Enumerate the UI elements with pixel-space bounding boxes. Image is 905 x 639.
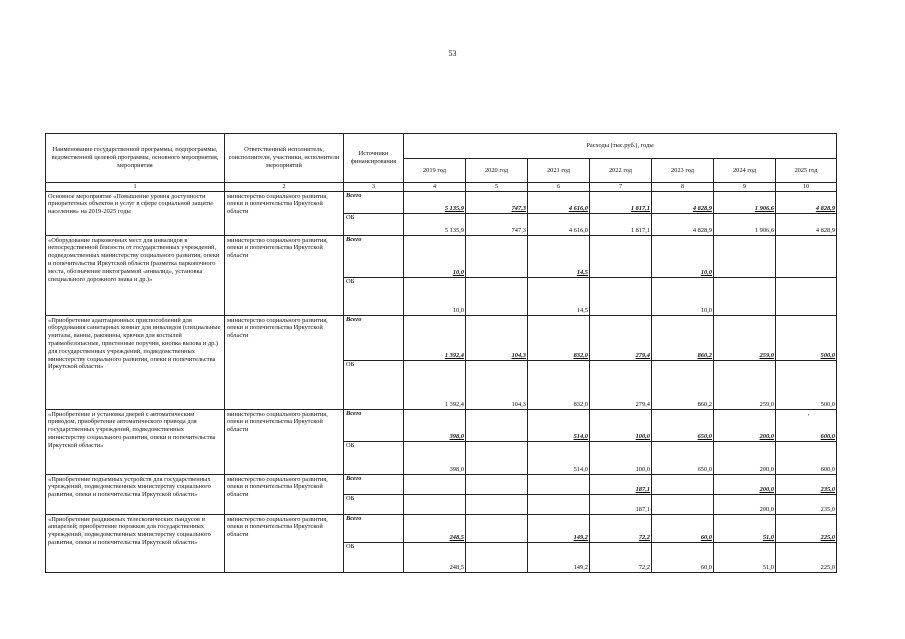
ob-value: 1 817,1 (590, 213, 652, 235)
total-value-cell (404, 191, 466, 213)
source-total-label: Всего (344, 235, 404, 277)
total-value-cell (714, 409, 776, 441)
total-value: 4 828,9 (815, 204, 836, 212)
ob-value: 104,3 (466, 360, 528, 409)
total-value: 10,0 (452, 268, 464, 276)
total-value: 200,0 (759, 432, 774, 440)
total-value-cell (528, 474, 590, 494)
total-value-cell (590, 409, 652, 441)
total-value: 51,0 (762, 533, 774, 541)
table-row (46, 191, 837, 213)
ob-value: 10,0 (404, 277, 466, 315)
ob-value: 4 828,9 (652, 213, 714, 235)
header-responsible-column: Ответственный исполнитель, соисполнители, участники, исполнители мероприятий (225, 134, 344, 183)
total-value: 200,0 (759, 485, 774, 493)
total-value-cell (466, 315, 528, 360)
total-value: 1 817,1 (630, 204, 650, 212)
ob-value: 514,0 (528, 441, 590, 474)
total-value-cell (404, 409, 466, 441)
total-value-cell (528, 315, 590, 360)
total-value-cell (404, 235, 466, 277)
column-number: 6 (528, 183, 590, 192)
ob-value (528, 494, 590, 514)
total-value: 225,0 (820, 533, 836, 541)
total-value: 235,0 (820, 485, 836, 493)
total-value: 259,0 (759, 351, 774, 359)
column-number: 9 (714, 183, 776, 192)
total-value: 600,0 (820, 432, 836, 440)
total-value-cell (466, 474, 528, 494)
ob-value: 1 392,4 (404, 360, 466, 409)
measure-name: Основное мероприятие «Повышение уровня доступности приоритетных объектов и услуг в сфере социальной защиты населения» на 2019-2025 годы (46, 191, 225, 235)
header-name-column: Наименование государственной программы, подпрограммы, ведомственной целевой программы, основного мероприятия, мероприятия (46, 134, 225, 183)
ob-value (590, 277, 652, 315)
source-total-label: Всего (344, 514, 404, 542)
ob-value: 4 616,0 (528, 213, 590, 235)
ob-value: 1 906,6 (714, 213, 776, 235)
total-value: 10,0 (700, 268, 712, 276)
header-year: 2024 год (714, 159, 776, 183)
header-source-column: Источники финансирования (344, 134, 404, 183)
source-total-label: Всего (344, 474, 404, 494)
total-value: 279,4 (635, 351, 650, 359)
responsible-executor: министерство социального развития, опеки и попечительства Иркутской области (225, 409, 344, 474)
table-row (46, 514, 837, 542)
table-row (46, 235, 837, 277)
total-value-cell (714, 474, 776, 494)
column-number: 3 (344, 183, 404, 192)
ob-value: 5 135,9 (404, 213, 466, 235)
total-value-cell (714, 315, 776, 360)
ob-value: 398,0 (404, 441, 466, 474)
total-value-cell (404, 474, 466, 494)
total-value: 1 392,4 (444, 351, 464, 359)
total-value-cell (404, 315, 466, 360)
total-value-cell (776, 235, 837, 277)
ob-value: 100,0 (590, 441, 652, 474)
ob-value (776, 277, 837, 315)
total-value: 60,0 (700, 533, 712, 541)
page-number: 53 (448, 49, 457, 58)
total-value: 248,5 (449, 533, 464, 541)
responsible-executor: министерство социального развития, опеки и попечительства Иркутской области (225, 514, 344, 572)
total-value-cell (652, 514, 714, 542)
ob-value: 600,0 (776, 441, 837, 474)
total-value-cell (466, 235, 528, 277)
column-number: 5 (466, 183, 528, 192)
total-value: 500,0 (820, 351, 836, 359)
ob-value: 60,0 (652, 542, 714, 572)
ob-value: 200,0 (714, 441, 776, 474)
ob-value: 259,0 (714, 360, 776, 409)
measure-name: «Оборудование парковочных мест для инвалидов в непосредственной близости от государственных учреждений, подведомственных министерству социального развития, опеки и попечительства Иркутской области (разметка парковочного места, обозначение пиктограммой «инвалид», установка специального дорожного знака и др.)» (46, 235, 225, 315)
total-value: 100,0 (635, 432, 650, 440)
stray-mark: ' (808, 413, 810, 421)
header-year: 2025 год (776, 159, 837, 183)
ob-value: 279,4 (590, 360, 652, 409)
measure-name: «Приобретение и установка дверей с автоматическим приводом, приобретение автоматического привода для государственных учреждений, подведомственных министерству социального развития, опеки и попечительства Иркутской области» (46, 409, 225, 474)
total-value-cell (776, 315, 837, 360)
responsible-executor: министерство социального развития, опеки и попечительства Иркутской области (225, 191, 344, 235)
expenses-table (45, 133, 837, 573)
total-value: 104,3 (511, 351, 526, 359)
total-value: 187,1 (635, 485, 650, 493)
header-year: 2020 год (466, 159, 528, 183)
table-row (46, 474, 837, 494)
ob-value (652, 494, 714, 514)
total-value: 747,3 (511, 204, 526, 212)
ob-value: 187,1 (590, 494, 652, 514)
total-value-cell (652, 315, 714, 360)
total-value-cell (528, 514, 590, 542)
column-number: 1 (46, 183, 225, 192)
ob-value: 650,0 (652, 441, 714, 474)
ob-value: 235,0 (776, 494, 837, 514)
total-value-cell (590, 474, 652, 494)
column-number: 10 (776, 183, 837, 192)
total-value-cell (528, 235, 590, 277)
total-value-cell (776, 474, 837, 494)
ob-value: 14,5 (528, 277, 590, 315)
source-total-label: Всего (344, 409, 404, 441)
table-body (46, 191, 837, 572)
ob-value (466, 441, 528, 474)
source-total-label: Всего (344, 315, 404, 360)
column-number: 8 (652, 183, 714, 192)
total-value-cell (714, 191, 776, 213)
total-value: 398,0 (449, 432, 464, 440)
total-value-cell (466, 409, 528, 441)
total-value: 4 828,9 (692, 204, 712, 212)
ob-value: 200,0 (714, 494, 776, 514)
total-value-cell (714, 514, 776, 542)
total-value-cell (590, 191, 652, 213)
measure-name: «Приобретение подъемных устройств для государственных учреждений, подведомственных министерству социального развития, опеки и попечительства Иркутской области» (46, 474, 225, 514)
total-value: 514,0 (573, 432, 588, 440)
ob-value: 832,0 (528, 360, 590, 409)
ob-value: 10,0 (652, 277, 714, 315)
column-number: 7 (590, 183, 652, 192)
total-value: 14,5 (576, 268, 588, 276)
ob-value: 72,2 (590, 542, 652, 572)
ob-value: 51,0 (714, 542, 776, 572)
total-value-cell (590, 315, 652, 360)
total-value: 149,2 (573, 533, 588, 541)
responsible-executor: министерство социального развития, опеки и попечительства Иркутской области (225, 235, 344, 315)
source-ob-label: ОБ (344, 277, 404, 315)
ob-value: 747,3 (466, 213, 528, 235)
total-value-cell (590, 235, 652, 277)
total-value-cell (466, 191, 528, 213)
total-value: 72,2 (638, 533, 650, 541)
header-year: 2019 год (404, 159, 466, 183)
total-value-cell (652, 235, 714, 277)
total-value-cell (776, 514, 837, 542)
total-value-cell (590, 514, 652, 542)
source-ob-label: ОБ (344, 441, 404, 474)
table-row (46, 409, 837, 441)
ob-value (714, 277, 776, 315)
ob-value: 149,2 (528, 542, 590, 572)
measure-name: «Приобретение раздвижных телескопических пандусов и аппарелей; приобретение порожков для государственных учреждений, подведомственных министерству социального развития, опеки и попечительства Иркутской области» (46, 514, 225, 572)
header-expenses: Расходы (тыс.руб.), годы (404, 134, 837, 159)
ob-value (466, 277, 528, 315)
total-value-cell (652, 191, 714, 213)
total-value-cell (528, 409, 590, 441)
column-number: 2 (225, 183, 344, 192)
ob-value (466, 494, 528, 514)
total-value-cell (652, 474, 714, 494)
header-year: 2021 год (528, 159, 590, 183)
source-ob-label: ОБ (344, 213, 404, 235)
total-value: 4 616,0 (568, 204, 588, 212)
total-value-cell (714, 235, 776, 277)
total-value: 1 906,6 (754, 204, 774, 212)
header-year: 2022 год (590, 159, 652, 183)
measure-name: «Приобретение адаптационных приспособлений для оборудования санитарных комнат для инвалидов (специальные унитазы, ванны, раковины, крючки для костылей травмобезопасные, пристенные поручни, кнопка вызова и др.) для государственных учреждений, подведомственных министерству социального развития, опеки и попечительства Иркутской области» (46, 315, 225, 409)
responsible-executor: министерство социального развития, опеки и попечительства Иркутской области (225, 474, 344, 514)
ob-value: 225,0 (776, 542, 837, 572)
total-value-cell (652, 409, 714, 441)
ob-value (466, 542, 528, 572)
source-ob-label: ОБ (344, 542, 404, 572)
total-value: 860,2 (697, 351, 712, 359)
ob-value: 248,5 (404, 542, 466, 572)
source-total-label: Всего (344, 191, 404, 213)
ob-value: 4 828,9 (776, 213, 837, 235)
total-value-cell (528, 191, 590, 213)
total-value-cell (776, 409, 837, 441)
header-year: 2023 год (652, 159, 714, 183)
ob-value (404, 494, 466, 514)
total-value: 650,0 (697, 432, 712, 440)
total-value: 5 135,9 (444, 204, 464, 212)
source-ob-label: ОБ (344, 360, 404, 409)
column-number: 4 (404, 183, 466, 192)
ob-value: 860,2 (652, 360, 714, 409)
total-value-cell (466, 514, 528, 542)
total-value-cell (776, 191, 837, 213)
table-row (46, 315, 837, 360)
total-value: 832,0 (573, 351, 588, 359)
responsible-executor: министерство социального развития, опеки и попечительства Иркутской области (225, 315, 344, 409)
source-ob-label: ОБ (344, 494, 404, 514)
ob-value: 500,0 (776, 360, 837, 409)
total-value-cell (404, 514, 466, 542)
